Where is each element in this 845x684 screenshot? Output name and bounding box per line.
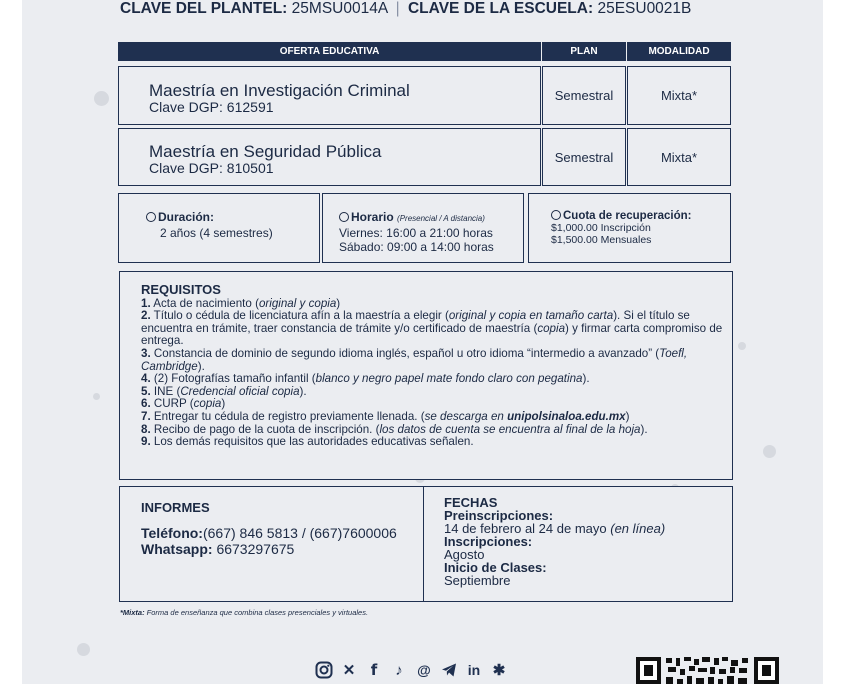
phone-label: Teléfono: xyxy=(141,525,203,541)
header-oferta: OFERTA EDUCATIVA xyxy=(118,42,541,61)
decor-dot xyxy=(93,393,100,400)
requisito-item: 2. Título o cédula de licenciatura afín a la maestría a elegir (original y copia en tamaño carta). Si el título se encuentra en trámite, traer constancia de trámite y/o certificado de maestría (copia) y firmar carta compromiso de entrega. xyxy=(141,309,723,348)
program-plan: Semestral xyxy=(542,128,626,186)
program-row xyxy=(118,128,541,186)
school-codes xyxy=(120,0,691,18)
horario-line1: Viernes: 16:00 a 21:00 horas xyxy=(339,226,493,240)
website-link[interactable]: unipolsinaloa.edu.mx xyxy=(507,409,626,423)
inicio-value: Septiembre xyxy=(444,573,511,588)
footnote: *Mixta: Forma de enseñanza que combina clases presenciales y virtuales. xyxy=(120,608,369,617)
pre-value: 14 de febrero al 24 de mayo xyxy=(444,521,611,536)
pre-note: (en línea) xyxy=(610,521,666,536)
telegram-icon[interactable] xyxy=(439,660,459,680)
requisitos-title: REQUISITOS xyxy=(141,282,221,297)
requisito-item: 3. Constancia de dominio de segundo idioma inglés, español u otro idioma “intermedio a avanzado” (Toefl, Cambridge). xyxy=(141,346,688,373)
x-icon[interactable]: ✕ xyxy=(342,662,356,679)
decor-dot xyxy=(738,342,746,350)
horario-note: (Presencial / A distancia) xyxy=(397,214,485,223)
clock-icon xyxy=(339,212,349,222)
program-modalidad: Mixta* xyxy=(627,128,731,186)
horario-line2: Sábado: 09:00 a 14:00 horas xyxy=(339,240,494,254)
decor-dot xyxy=(763,445,776,458)
fechas-box xyxy=(423,486,733,602)
header-plan: PLAN xyxy=(542,42,626,61)
cuota-line2: $1,500.00 Mensuales xyxy=(551,234,652,246)
program-key: Clave DGP: 810501 xyxy=(149,160,274,176)
linkedin-icon[interactable]: in xyxy=(467,662,481,678)
clock-icon xyxy=(146,212,156,222)
ins-value: Agosto xyxy=(444,547,485,562)
program-key: Clave DGP: 612591 xyxy=(149,99,274,115)
decor-dot xyxy=(94,91,109,106)
threads-icon[interactable]: @ xyxy=(417,662,431,678)
informes-box xyxy=(119,486,424,602)
ins-label: Inscripciones: xyxy=(444,534,533,549)
duracion-value: 2 años (4 semestres) xyxy=(160,226,273,240)
duracion-box xyxy=(118,193,320,263)
program-plan: Semestral xyxy=(542,66,626,125)
facebook-icon[interactable]: f xyxy=(370,661,378,679)
requisitos-box xyxy=(119,271,733,480)
program-title: Maestría en Seguridad Pública xyxy=(149,142,382,161)
plantel-value: 25MSU0014A xyxy=(291,0,388,17)
whatsapp-label: Whatsapp: xyxy=(141,541,213,557)
cuota-label: Cuota de recuperación: xyxy=(563,210,692,222)
requisito-item: 6. CURP (copia) xyxy=(141,397,226,411)
requisito-item: 1. Acta de nacimiento (original y copia) xyxy=(141,296,341,310)
program-title: Maestría en Investigación Criminal xyxy=(149,81,410,100)
cuota-box xyxy=(528,193,731,263)
escuela-value: 25ESU0021B xyxy=(597,0,692,17)
clock-icon xyxy=(551,210,561,220)
requisito-item: 9. Los demás requisitos que las autoridades educativas señalen. xyxy=(141,435,474,449)
social-icons xyxy=(314,660,509,680)
tiktok-icon[interactable]: ♪ xyxy=(395,661,403,679)
fechas-title: FECHAS xyxy=(444,495,498,510)
escuela-label: CLAVE DE LA ESCUELA: xyxy=(407,0,594,17)
inicio-label: Inicio de Clases: xyxy=(444,560,547,575)
cuota-line1: $1,000.00 Inscripción xyxy=(551,222,651,234)
pre-label: Preinscripciones: xyxy=(444,508,554,523)
plantel-label: CLAVE DEL PLANTEL: xyxy=(120,0,288,17)
instagram-icon[interactable] xyxy=(314,660,334,680)
horario-box xyxy=(322,193,524,263)
whatsapp-value[interactable]: 6673297675 xyxy=(216,541,295,557)
program-modalidad: Mixta* xyxy=(627,66,731,125)
requisito-item: 4. (2) Fotografías tamaño infantil (blanco y negro papel mate fondo claro con pegatina). xyxy=(141,372,590,386)
qr-code xyxy=(636,655,779,684)
codes-separator: | xyxy=(395,0,400,17)
horario-label: Horario xyxy=(351,210,394,224)
requisito-item: 7. Entregar tu cédula de registro previamente llenada. (se descarga en unipolsinaloa.edu.mx) xyxy=(141,409,630,423)
phone-value[interactable]: (667) 846 5813 / (667)7600006 xyxy=(202,525,397,541)
decor-dot xyxy=(77,643,90,656)
requisito-item: 5. INE (Credencial oficial copia). xyxy=(141,384,307,398)
star-icon[interactable]: ✱ xyxy=(492,662,506,679)
duracion-label: Duración: xyxy=(158,210,215,224)
program-row xyxy=(118,66,541,125)
requisito-item: 8. Recibo de pago de la cuota de inscripción. (los datos de cuenta se encuentra al final de la hoja). xyxy=(141,422,648,436)
header-modalidad: MODALIDAD xyxy=(627,42,731,61)
informes-title: INFORMES xyxy=(141,500,210,515)
